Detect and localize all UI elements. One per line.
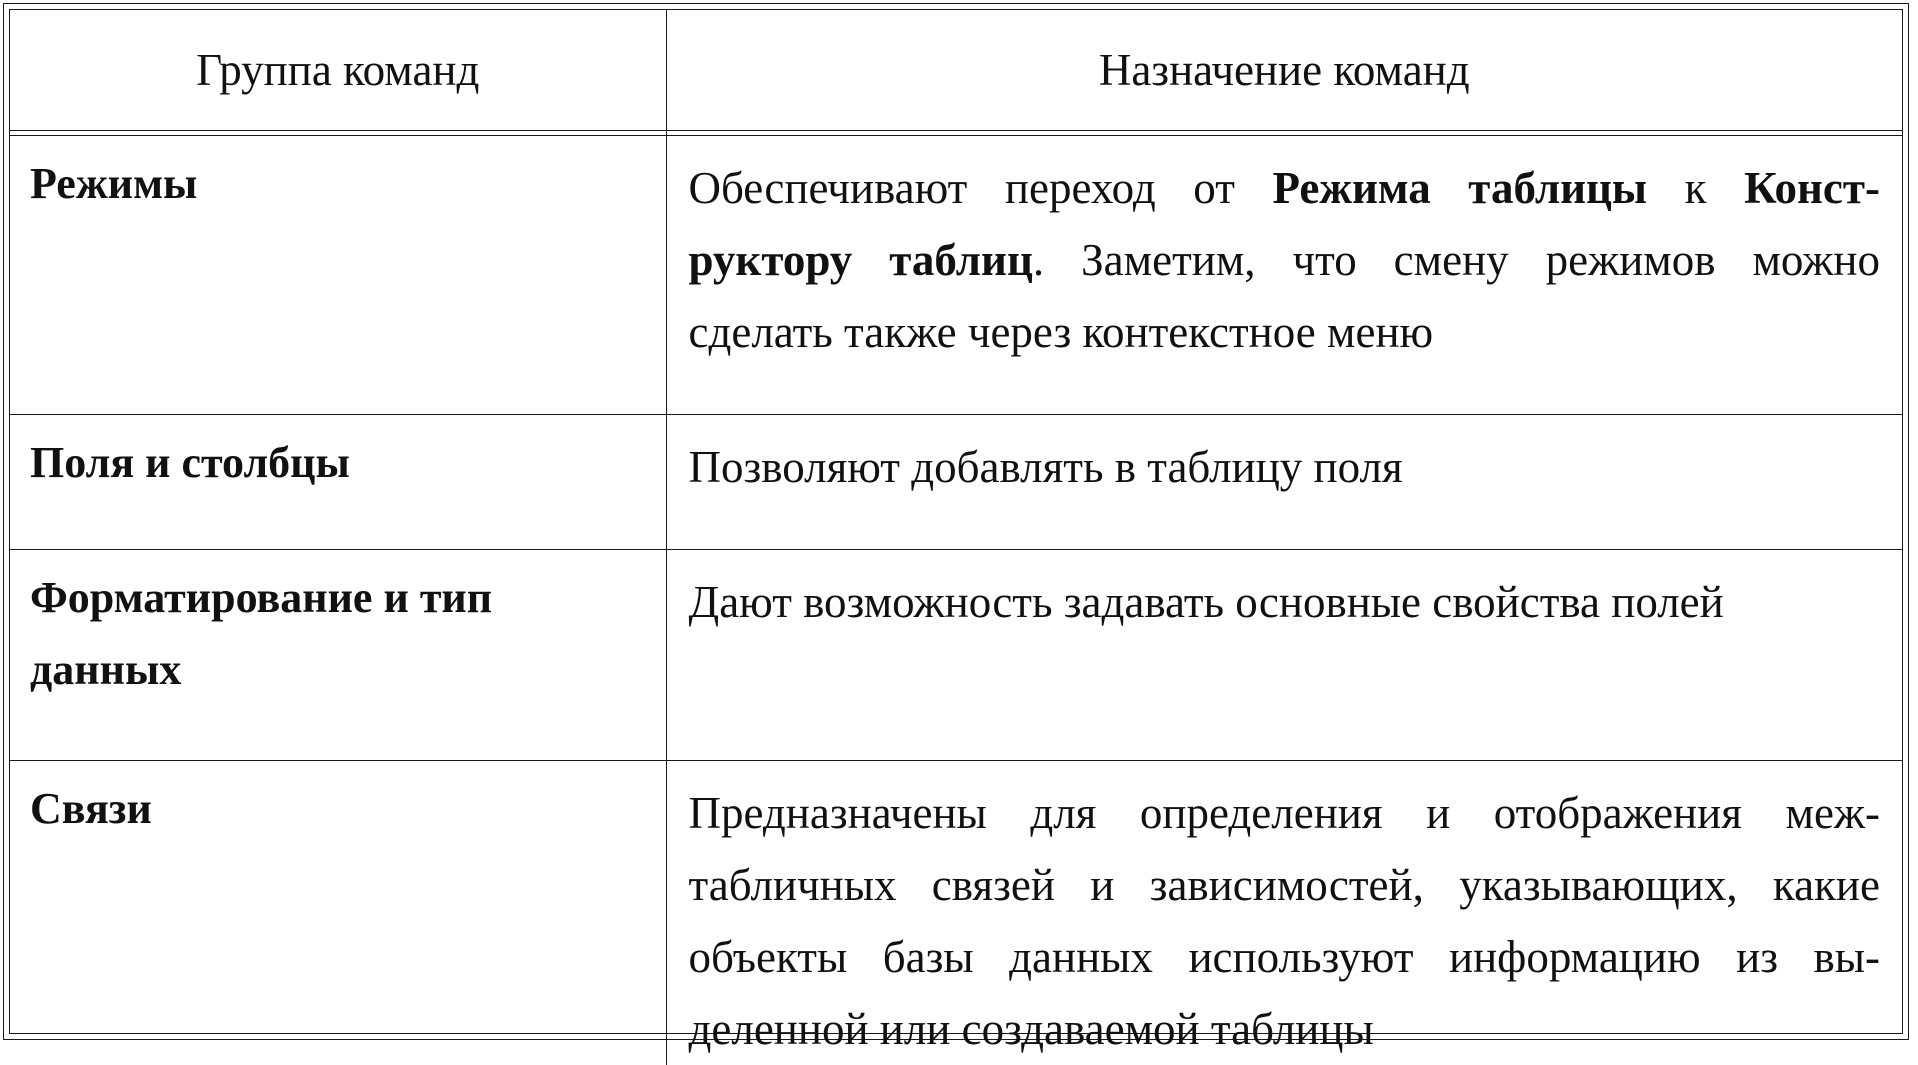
- purpose-part-bold: Режима таблицы: [1272, 163, 1647, 213]
- row-group-label: Поля и столбцы: [10, 415, 666, 550]
- row-purpose-text: Дают возможность задавать основные свойства полей: [666, 550, 1902, 761]
- table-inner-frame: [9, 9, 1903, 1034]
- purpose-part: Обеспечивают переход от: [689, 163, 1273, 213]
- table-row: [10, 550, 1902, 761]
- table-header-row: [10, 10, 1902, 131]
- row-purpose-text: Предназначены для определения и отображения меж-табличных связей и зависимостей, указывающих, какие объекты базы данных используют информацию из вы-деленной или создаваемой таблицы: [666, 761, 1902, 1065]
- header-purpose: Назначение команд: [666, 10, 1902, 131]
- table-row: [10, 415, 1902, 550]
- row-group-label: Режимы: [10, 136, 666, 415]
- row-group-label: Связи: [10, 761, 666, 1065]
- table-frame: [3, 3, 1909, 1040]
- table-row: [10, 136, 1902, 415]
- header-group: Группа команд: [10, 10, 666, 131]
- purpose-part-bold: Конст-руктору таблиц: [689, 163, 1880, 285]
- table-row: [10, 761, 1902, 1065]
- commands-table: [10, 10, 1902, 1065]
- row-purpose-text: Позволяют добавлять в таблицу поля: [666, 415, 1902, 550]
- row-purpose-text: [666, 136, 1902, 415]
- purpose-part: к: [1647, 163, 1744, 213]
- row-group-label: Форматирование и тип данных: [10, 550, 666, 761]
- purpose-part: . Заметим, что смену режимов можно сделать также через контекстное меню: [689, 235, 1881, 357]
